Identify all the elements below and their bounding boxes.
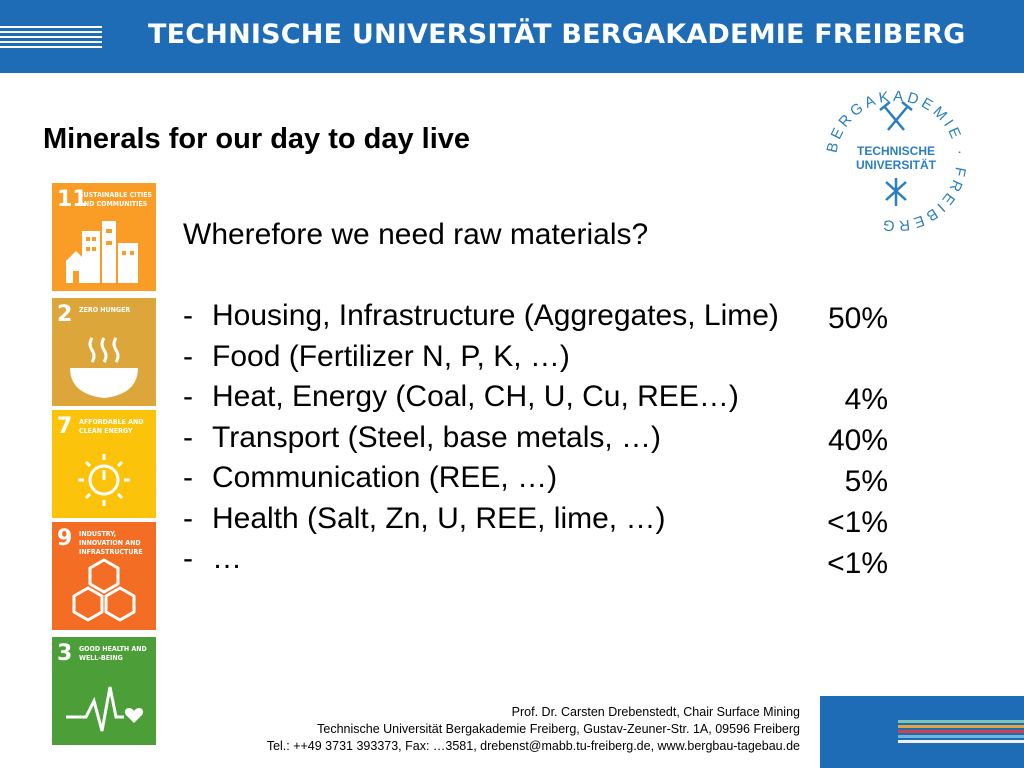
city-icon (52, 213, 156, 291)
footer-line-2: Technische Universität Bergakademie Freiberg, Gustav-Zeuner-Str. 1A, 09596 Freiberg (317, 722, 800, 736)
list-item (183, 377, 813, 418)
footer-contact (267, 704, 800, 755)
footer-stripes-graphic (898, 720, 1024, 745)
footer-stripe (898, 730, 1024, 733)
question-text: Wherefore we need raw materials? (183, 218, 649, 251)
footer-stripe (898, 720, 1024, 723)
sdg-number: 2 (57, 302, 73, 327)
sdg-tile-7 (52, 410, 156, 518)
seal-inner-text-2: UNIVERSITÄT (855, 158, 937, 172)
sdg-label: ZERO HUNGER (79, 306, 131, 314)
list-item (183, 337, 813, 378)
bullet-text: Heat, Energy (Coal, CH, U, Cu, REE…) (212, 380, 739, 413)
percent-energy: 40% (827, 424, 888, 457)
sdg-label: AFFORDABLE AND CLEAN ENERGY (79, 418, 144, 435)
list-item (183, 499, 813, 540)
bullet-dash: - (183, 420, 193, 454)
bullet-text: Health (Salt, Zn, U, REE, lime, …) (212, 501, 666, 535)
footer-stripe (898, 740, 1024, 743)
sdg-tile-2 (52, 298, 156, 406)
list-item (183, 296, 813, 337)
footer-stripe (898, 725, 1024, 728)
percent-health: <1% (827, 547, 888, 580)
bullet-dash: - (183, 339, 193, 373)
bowl-icon (52, 328, 156, 406)
footer-line-1: Prof. Dr. Carsten Drebenstedt, Chair Surface Mining (511, 705, 800, 719)
footer-stripe (898, 735, 1024, 738)
header-bar (0, 0, 1024, 73)
bullet-text: … (212, 542, 242, 575)
sdg-number: 7 (57, 414, 73, 439)
sdg-label: GOOD HEALTH AND WELL-BEING (79, 645, 147, 662)
sdg-label: SUSTAINABLE CITIES AND COMMUNITIES (79, 191, 153, 208)
heartbeat-icon (52, 667, 156, 745)
university-seal-logo (818, 86, 974, 236)
list-item (183, 539, 813, 580)
sdg-label: INDUSTRY, INNOVATION AND INFRASTRUCTURE (79, 530, 143, 556)
percent-communication: <1% (827, 506, 888, 539)
seal-inner-text-1: TECHNISCHE (856, 144, 936, 158)
sdg-number: 9 (57, 526, 73, 551)
sdg-number: 3 (57, 641, 73, 666)
bullet-list (183, 296, 813, 580)
list-item (183, 458, 813, 499)
bullet-text: Communication (REE, …) (212, 461, 558, 494)
bullet-dash: - (183, 380, 193, 413)
percent-housing: 50% (827, 302, 888, 335)
seal-outer-text: BERGAKADEMIE · FREIBERG (823, 87, 970, 235)
footer-brand-block (820, 696, 1024, 768)
bullet-dash: - (183, 501, 193, 535)
university-name: TECHNISCHE UNIVERSITÄT BERGAKADEMIE FREIBERG (148, 19, 966, 50)
bullet-dash: - (183, 299, 193, 332)
sdg-tile-3 (52, 637, 156, 745)
bullet-text: Transport (Steel, base metals, …) (212, 420, 662, 454)
sdg-tile-11 (52, 183, 156, 291)
bullet-text: Food (Fertilizer N, P, K, …) (212, 339, 570, 373)
sun-power-icon (52, 440, 156, 518)
footer-line-3: Tel.: ++49 3731 393373, Fax: …3581, drebenst@mabb.tu-freiberg.de, www.bergbau-tagebau.de (266, 739, 800, 753)
header-lines-graphic (0, 26, 102, 52)
bullet-dash: - (183, 461, 193, 494)
percent-transport: 5% (844, 465, 888, 498)
slide-title: Minerals for our day to day live (43, 123, 471, 155)
list-item (183, 418, 813, 459)
sdg-number: 11 (57, 187, 88, 212)
percent-food: 4% (844, 383, 888, 416)
bullet-dash: - (183, 542, 193, 575)
cubes-icon (52, 552, 156, 630)
bullet-text: Housing, Infrastructure (Aggregates, Lime) (212, 299, 779, 332)
sdg-tile-9 (52, 522, 156, 630)
